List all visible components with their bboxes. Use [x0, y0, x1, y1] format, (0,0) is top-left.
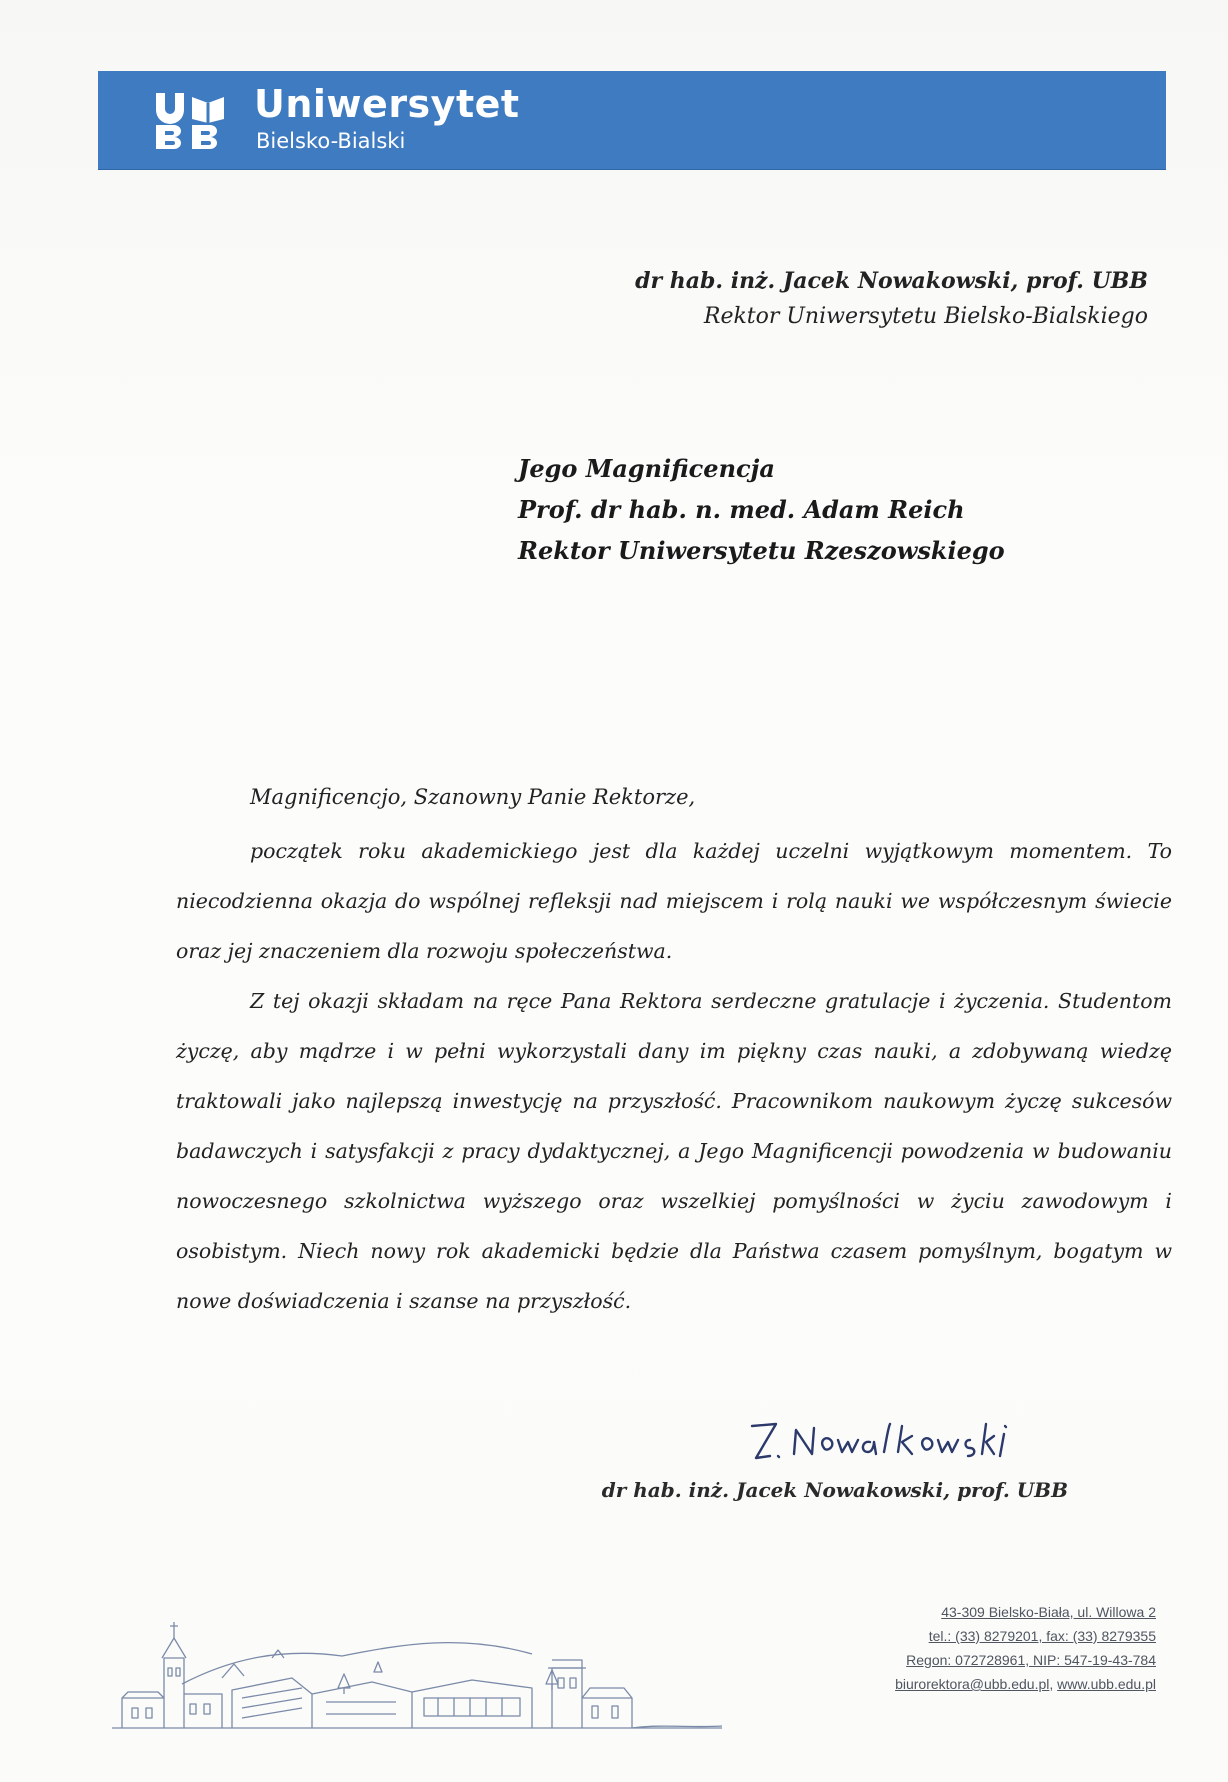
link-separator: , [1049, 1676, 1058, 1692]
recipient-line-1: Jego Magnificencja [518, 454, 775, 483]
sender-name: dr hab. inż. Jacek Nowakowski, prof. UBB [635, 268, 1148, 294]
letter-body [176, 826, 1172, 1326]
email-link[interactable]: biurorektora@ubb.edu.pl [895, 1676, 1050, 1692]
university-name: Uniwersytet [254, 82, 520, 126]
recipient-block [518, 448, 1005, 571]
phone-text: tel.: (33) 8279201, fax: (33) 8279355 [928, 1628, 1156, 1644]
footer-links [895, 1672, 1156, 1696]
footer-phone [895, 1624, 1156, 1648]
recipient-line-2: Prof. dr hab. n. med. Adam Reich [518, 495, 965, 524]
paragraph-1: początek roku akademickiego jest dla każdej uczelni wyjątkowym momentem. To niecodzienna okazja do wspólnej refleksji nad miejscem i rolą nauki we współczesnym świecie oraz jej znaczeniem dla rozwoju społeczeństwa. [176, 839, 1172, 963]
svg-text:Z. Nowakowski: Z. Nowakowski [738, 1474, 746, 1475]
footer-address [895, 1600, 1156, 1624]
university-subtitle: Bielsko-Bialski [256, 129, 406, 153]
recipient-line-3: Rektor Uniwersytetu Rzeszowskiego [518, 536, 1005, 565]
svg-text:UBB: UBB [190, 149, 193, 150]
sender-block [635, 263, 1148, 335]
address-text: 43-309 Bielsko-Biała, ul. Willowa 2 [941, 1604, 1156, 1620]
website-link[interactable]: www.ubb.edu.pl [1057, 1676, 1156, 1692]
paragraph-2: Z tej okazji składam na ręce Pana Rektora serdeczne gratulacje i życzenia. Studentom życzę, aby mądrze i w pełni wykorzystali dany im piękny czas nauki, a zdobywaną wiedzę traktowali jako najlepszą inwestycję na przyszłość. Pracownikom naukowym życzę sukcesów badawczych i satysfakcji z pracy dydaktycznej, a Jego Magnificencji powodzenia w budowaniu nowoczesnego szkolnictwa wyższego oraz wszelkiej pomyślności w życiu zawodowym i osobistym. Niech nowy rok akademicki będzie dla Państwa czasem pomyślnym, bogatym w nowe doświadczenia i szanse na przyszłość. [176, 989, 1172, 1313]
letterhead-band [98, 71, 1166, 170]
university-logo-icon [154, 91, 226, 151]
campus-sketch-icon [112, 1598, 722, 1732]
footer-contact [895, 1600, 1156, 1696]
salutation: Magnificencjo, Szanowny Panie Rektorze, [250, 785, 696, 809]
footer-regon [895, 1648, 1156, 1672]
signer-name: dr hab. inż. Jacek Nowakowski, prof. UBB [601, 1478, 1068, 1502]
handwritten-signature [738, 1396, 1028, 1476]
regon-text: Regon: 072728961, NIP: 547-19-43-784 [906, 1652, 1156, 1668]
sender-title: Rektor Uniwersytetu Bielsko-Bialskiego [703, 304, 1148, 329]
